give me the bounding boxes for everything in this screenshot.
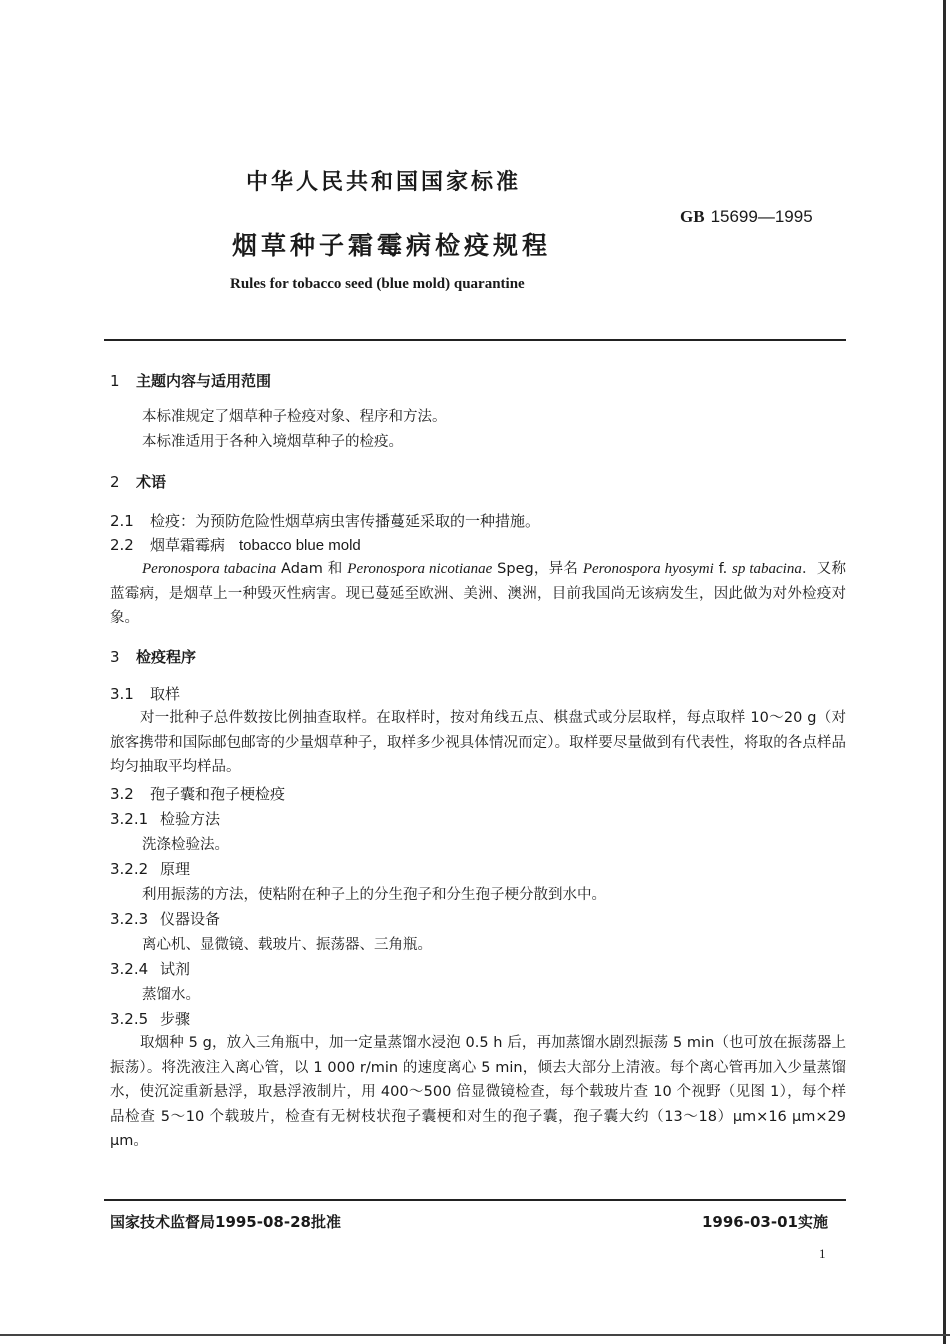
- standard-number-value: 15699—1995: [710, 207, 813, 226]
- section-3-2-5-heading: 3.2.5 步骤: [110, 1010, 191, 1028]
- scan-edge-bottom: [0, 1334, 950, 1336]
- national-standard-title: 中华人民共和国国家标准: [246, 170, 522, 195]
- section-3-2-3-heading: 3.2.3 仪器设备: [110, 910, 221, 928]
- section-3-2-3-text: 离心机、显微镜、载玻片、振荡器、三角瓶。: [142, 937, 432, 953]
- document-title-cn: 烟草种子霜霉病检疫规程: [232, 231, 552, 260]
- implementation-date: 1996-03-01实施: [702, 1213, 828, 1231]
- section-3-2-2-text: 利用振荡的方法，使粘附在种子上的分生孢子和分生孢子梗分散到水中。: [142, 887, 606, 903]
- section-3-2-1-heading: 3.2.1 检验方法: [110, 810, 221, 828]
- term-2-2-heading: 2.2 烟草霜霉病 tobacco blue mold: [110, 536, 361, 554]
- section-3-1-text: 对一批种子总件数按比例抽查取样。在取样时，按对角线五点、棋盘式或分层取样，每点取样 10～20 g（对旅客携带和国际邮包邮寄的少量烟草种子，取样多少视具体情况而定）。取样要尽量做到有代表性，将取的各点样品均匀抽取平均样品。: [110, 710, 846, 775]
- section-3-2-1-text: 洗涤检验法。: [142, 837, 229, 853]
- scan-edge-right: [943, 0, 946, 1344]
- section-3-2-heading: 3.2 孢子囊和孢子梗检疫: [110, 785, 286, 803]
- page-number: 1: [819, 1246, 826, 1261]
- standard-prefix: GB: [680, 207, 705, 226]
- header-divider: [104, 339, 846, 341]
- section-3-2-4-text: 蒸馏水。: [142, 987, 200, 1003]
- standard-number: [680, 207, 813, 227]
- term-2-2-definition: Peronospora tabacina Adam 和 Peronospora nicotianae Speg，异名 Peronospora hyosymi f. sp tabacina．又称蓝霉病，是烟草上一种毁灭性病害。现已蔓延至欧洲、美洲、澳洲，目前我国尚无该病发生，因此做为对外检疫对象。: [110, 561, 846, 626]
- approval-note: 国家技术监督局1995-08-28批准: [110, 1213, 341, 1231]
- section-2-heading: 2 术语: [110, 473, 167, 491]
- section-1-line-1: 本标准规定了烟草种子检疫对象、程序和方法。: [142, 409, 447, 425]
- section-3-heading: 3 检疫程序: [110, 648, 197, 666]
- section-3-2-2-heading: 3.2.2 原理: [110, 860, 191, 878]
- section-1-line-2: 本标准适用于各种入境烟草种子的检疫。: [142, 434, 403, 450]
- document-title-en: Rules for tobacco seed (blue mold) quarantine: [230, 276, 525, 292]
- section-3-2-4-heading: 3.2.4 试剂: [110, 960, 191, 978]
- section-1-heading: 1 主题内容与适用范围: [110, 372, 272, 390]
- footer-divider: [104, 1199, 846, 1201]
- section-3-2-5-text: 取烟种 5 g，放入三角瓶中，加一定量蒸馏水浸泡 0.5 h 后，再加蒸馏水剧烈振荡 5 min（也可放在振荡器上振荡）。将洗液注入离心管，以 1 000 r/min 的速度离心 5 min，倾去大部分上清液。每个离心管再加入少量蒸馏水，使沉淀重新悬浮，取悬浮液制片，用 400～500 倍显微镜检查，每个载玻片查 10 个视野（见图 1），每个样品检查 5～10 个载玻片，检查有无树枝状孢子囊梗和对生的孢子囊，孢子囊大约（13～18）μm×16 μm×29 μm。: [110, 1035, 846, 1149]
- section-3-1-heading: 3.1 取样: [110, 685, 181, 703]
- term-2-1: 2.1 检疫：为预防危险性烟草病虫害传播蔓延采取的一种措施。: [110, 512, 541, 530]
